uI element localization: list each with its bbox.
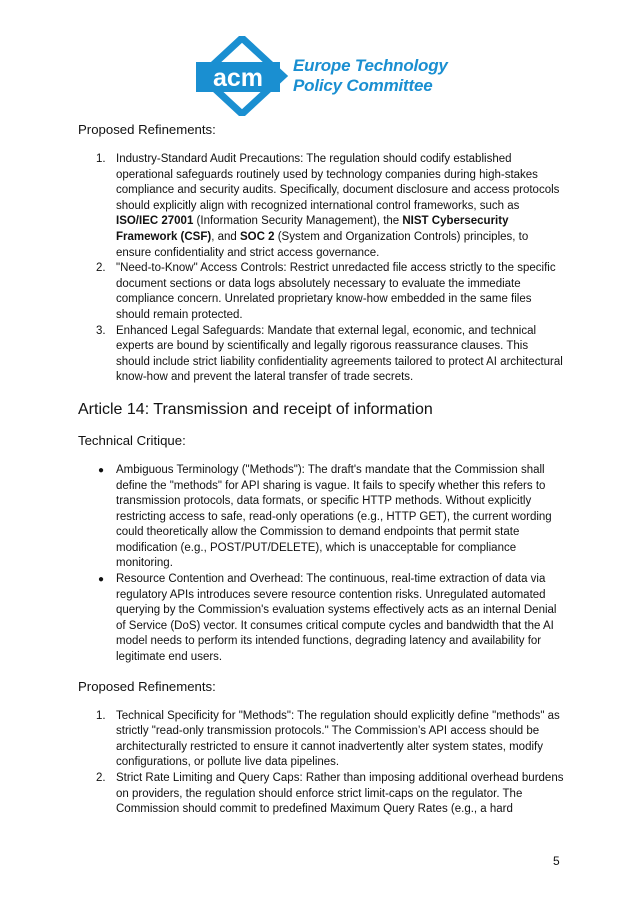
acm-logo	[192, 36, 452, 116]
logo-wordmark	[293, 56, 448, 96]
article-heading: Article 14: Transmission and receipt of information	[78, 400, 433, 418]
list-item	[78, 324, 564, 386]
section-label-proposed-refinements: Proposed Refinements:	[78, 122, 216, 137]
item-bold-text: ISO/IEC 27001	[116, 215, 194, 228]
document-body	[78, 121, 564, 818]
item-text: Ambiguous Terminology ("Methods"): The draft's mandate that the Commission shall define the "methods" for API sharing is vague. It fails to specify whether this refers to transmission protocols, data formats, or specific HTTP methods. Without explicitly restricting access to safe, read-only operations (e.g., HTTP GET), the current wording could theoretically allow the Commission to demand endpoints that permit state modification (e.g., POST/PUT/DELETE), which is unacceptable for compliance monitoring.	[116, 463, 552, 570]
section-label-proposed-refinements-2: Proposed Refinements:	[78, 678, 216, 694]
list-marker: 1.	[96, 709, 106, 722]
item-bold-text: SOC 2	[240, 230, 275, 243]
logo-mark-text: acm	[212, 64, 264, 92]
list-item	[78, 572, 564, 666]
refinements-list-1	[78, 152, 564, 386]
item-text: Resource Contention and Overhead: The continuous, real-time extraction of data via regulatory APIs introduces severe resource contention risks. Unregulated automated querying by the Commission's evaluation systems effectively acts as an internal Denial of Service (DoS) vector. It consumes critical compute cycles and bandwidth that the AI model needs to perform its intended functions, degrading latency and availability for legitimate end users.	[116, 573, 557, 664]
page-number: 5	[553, 854, 560, 868]
item-text: (Information Security Management), the	[193, 215, 403, 228]
list-item	[78, 261, 564, 323]
item-text: Industry-Standard Audit Precautions: The regulation should codify established operational safeguards routinely used by technology companies during high-stakes compliance and security audits. Specifically, document disclosure and access protocols should explicitly align with recognized international control frameworks, such as	[116, 153, 560, 212]
item-text: Strict Rate Limiting and Query Caps: Rather than imposing additional overhead burdens on providers, the regulation should enforce strict limit-caps on the regulator. The Commission should commit to predefined Maximum Query Rates (e.g., a hard	[116, 772, 564, 816]
refinements-list-2	[78, 709, 564, 818]
item-bold-text: NIST Cybersecurity Framework (CSF)	[116, 215, 509, 243]
list-marker: 3.	[96, 324, 106, 337]
section-label-technical-critique: Technical Critique:	[78, 432, 186, 448]
logo-line-2: Policy Committee	[293, 76, 433, 95]
item-text: (System and Organization Controls) principles, to ensure confidentiality and strict access governance.	[116, 230, 529, 259]
item-text: Technical Specificity for "Methods": The regulation should explicitly define "methods" as strictly "read-only transmission protocols." The Commission’s API access should be architecturally restricted to ensure it cannot inadvertently alter system states, modify configurations, or pollute live data pipelines.	[116, 709, 560, 769]
bullet-icon: ●	[98, 574, 105, 586]
acm-diamond-logo-icon	[192, 36, 292, 116]
item-text: "Need-to-Know" Access Controls: Restrict unredacted file access strictly to the specific document sections or data logs absolutely necessary to evaluate the immediate compliance concern. Unrelated proprietary know-how embedded in the same files should remain protected.	[116, 262, 556, 321]
item-text: , and	[211, 230, 240, 243]
bullet-icon: ●	[98, 464, 105, 476]
item-text: Enhanced Legal Safeguards: Mandate that external legal, economic, and technical experts are bound by scientifically and legally rigorous reassurance clauses. This should include strict liability confidentiality agreements tailored to protect AI architectural know-how and prevent the lateral transfer of trade secrets.	[116, 324, 563, 384]
list-item	[78, 709, 564, 771]
list-marker: 2.	[96, 262, 106, 275]
logo-line-1: Europe Technology	[293, 56, 448, 75]
list-marker: 2.	[96, 772, 106, 784]
list-item	[78, 771, 564, 818]
list-item	[78, 152, 564, 261]
list-item	[78, 463, 564, 572]
critique-list	[78, 463, 564, 666]
list-marker: 1.	[96, 153, 106, 165]
